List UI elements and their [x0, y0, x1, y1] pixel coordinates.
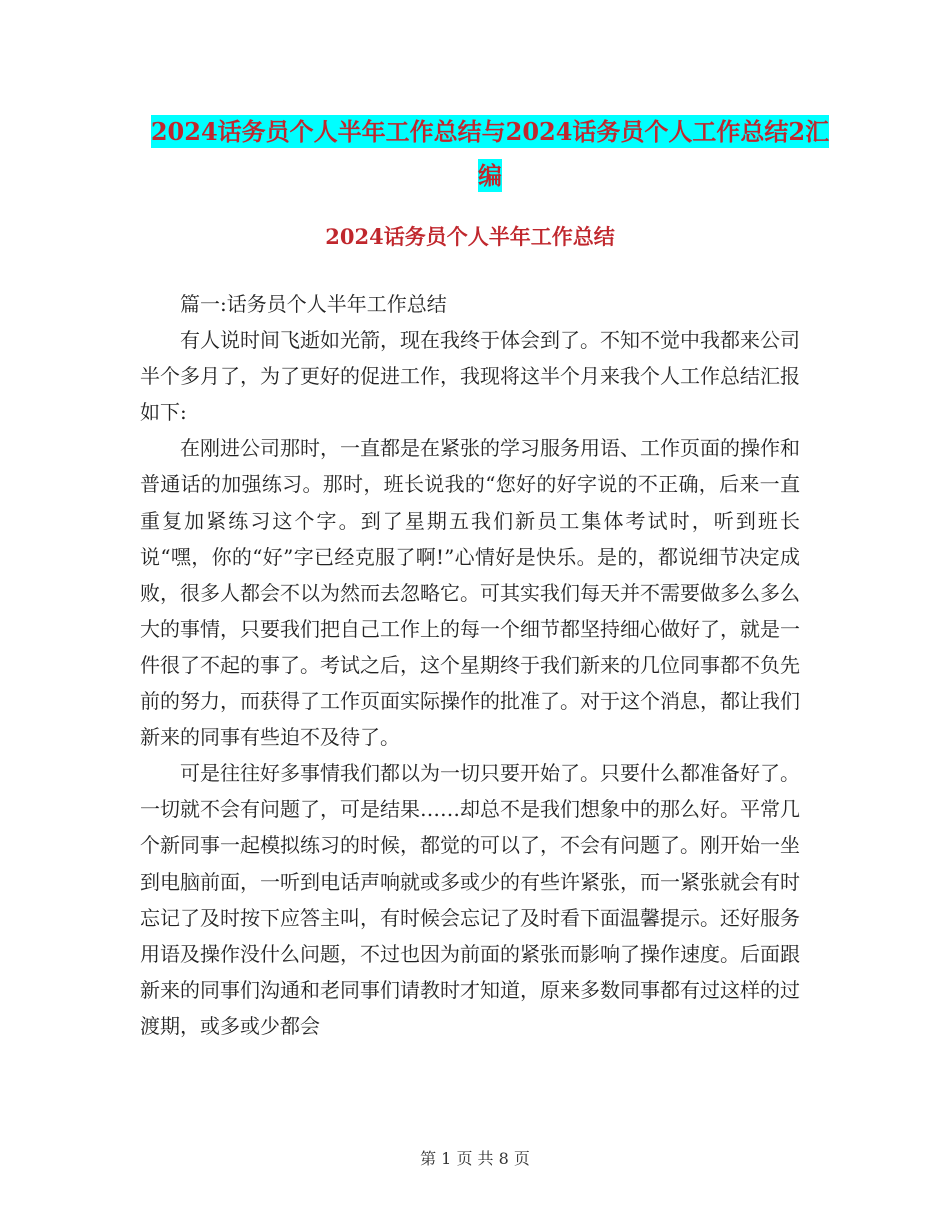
- document-title-text: 2024话务员个人半年工作总结与2024话务员个人工作总结2汇编: [150, 117, 830, 190]
- document-body: [140, 286, 800, 1044]
- document-title: [150, 110, 830, 198]
- paragraph: 有人说时间飞逝如光箭，现在我终于体会到了。不知不觉中我都来公司半个多月了，为了更好的促进工作，我现将这半个月来我个人工作总结汇报如下:: [140, 328, 800, 425]
- section-title: 2024话务员个人半年工作总结: [325, 224, 615, 249]
- paragraph: 可是往往好多事情我们都以为一切只要开始了。只要什么都准备好了。一切就不会有问题了，可是结果……却总不是我们想象中的那么好。平常几个新同事一起模拟练习的时候，都觉的可以了，不会有问题了。刚开始一坐到电脑前面，一听到电话声响就或多或少的有些许紧张，而一紧张就会有时忘记了及时按下应答主叫，有时候会忘记了及时看下面温馨提示。还好服务用语及操作没什么问题，不过也因为前面的紧张而影响了操作速度。后面跟新来的同事们沟通和老同事们请教时才知道，原来多数同事都有过这样的过渡期，或多或少都会: [140, 761, 800, 1038]
- page-number-footer: 第 1 页 共 8 页: [420, 1149, 530, 1168]
- paragraph: 在刚进公司那时，一直都是在紧张的学习服务用语、工作页面的操作和普通话的加强练习。那时，班长说我的“您好的好字说的不正确，后来一直重复加紧练习这个字。到了星期五我们新员工集体考试时，听到班长说“嘿，你的“好”字已经克服了啊!”心情好是快乐。是的，都说细节决定成败，很多人都会不以为然而去忽略它。可其实我们每天并不需要做多么多么大的事情，只要我们把自己工作上的每一个细节都坚持细心做好了，就是一件很了不起的事了。考试之后，这个星期终于我们新来的几位同事都不负先前的努力，而获得了工作页面实际操作的批准了。对于这个消息，都让我们新来的同事有些迫不及待了。: [140, 436, 800, 750]
- paragraph-heading: 篇一:话务员个人半年工作总结: [180, 292, 447, 316]
